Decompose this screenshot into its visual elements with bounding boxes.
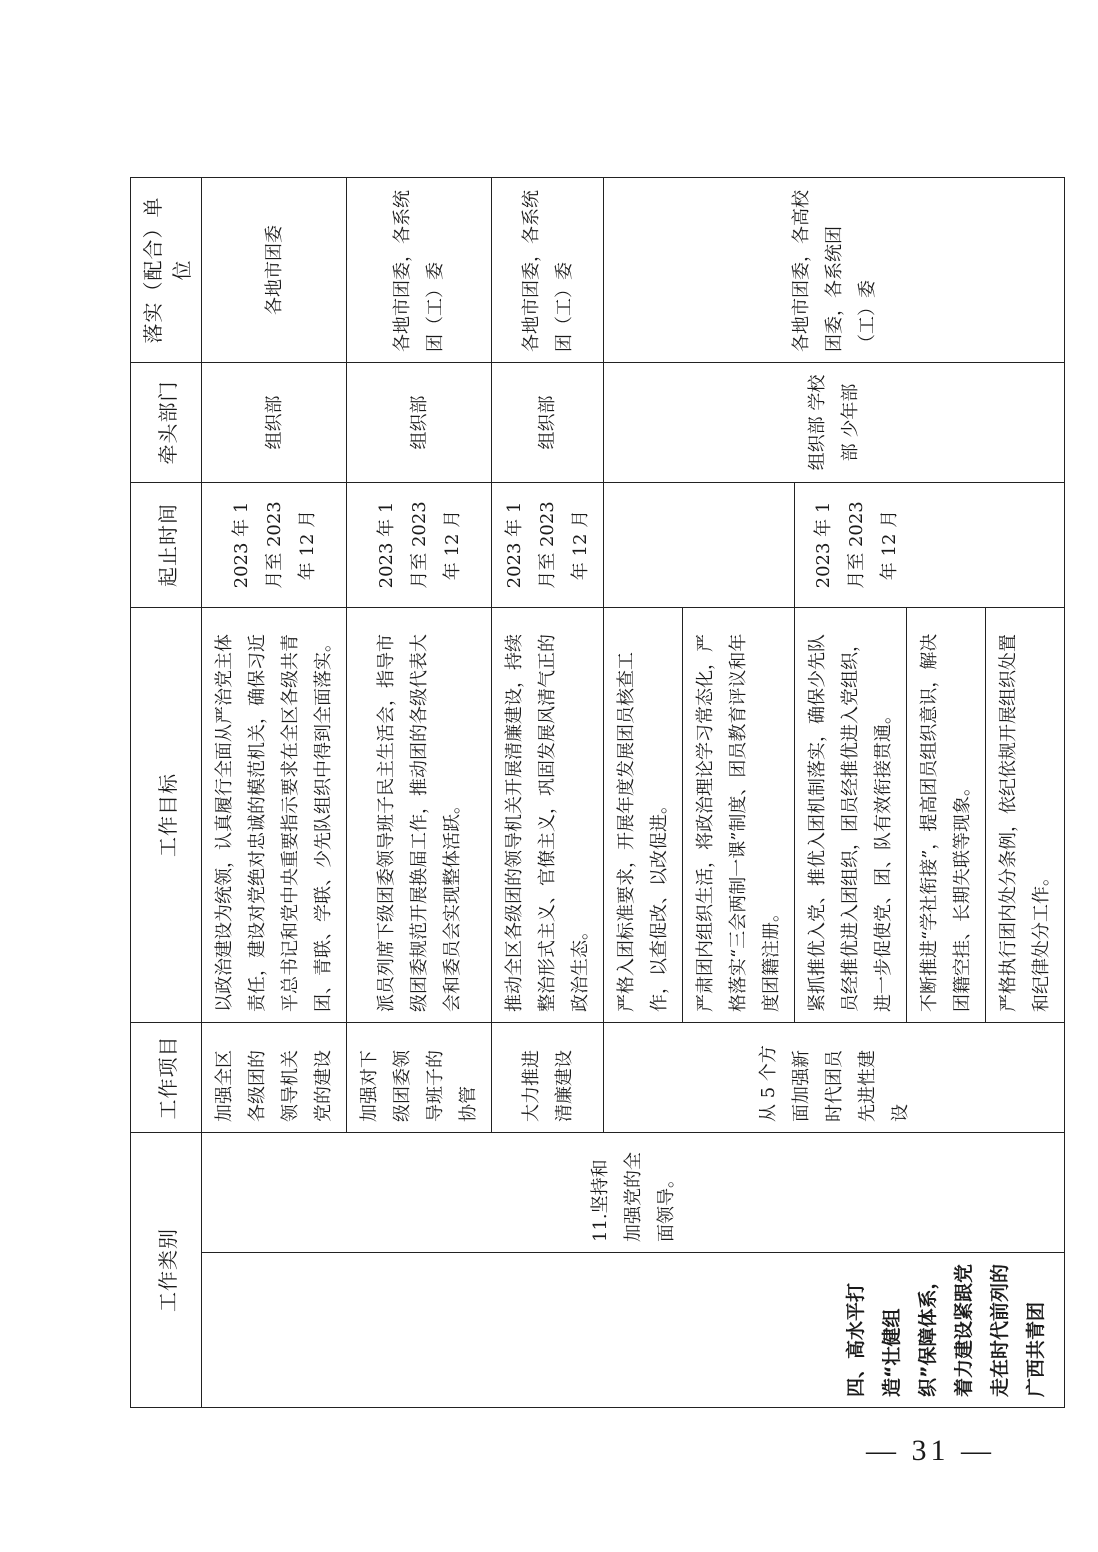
- header-time: 起止时间: [131, 483, 202, 608]
- project-cell: 从 5 个方面加强新时代团员先进性建设: [604, 1023, 1065, 1133]
- time-cell-empty: [604, 483, 795, 608]
- lead-cell: 组织部: [347, 363, 492, 483]
- goal-cell: 严肃团内组织生活，将政治理论学习常态化，严格落实“三会两制一课”制度、团员教育评议和年度团籍注册。: [683, 608, 795, 1023]
- table-row: [202, 178, 347, 1408]
- header-units: 落实（配合）单位: [131, 178, 202, 363]
- goal-cell: 推动全区各级团的领导机关开展清廉建设，持续整治形式主义、官僚主义，巩固发展风清气正的政治生态。: [492, 608, 604, 1023]
- units-cell: 各地市团委，各系统团（工）委: [347, 178, 492, 363]
- time-cell: 2023 年 1 月至 2023 年 12 月: [492, 483, 604, 608]
- time-cell: 2023 年 1 月至 2023 年 12 月: [795, 483, 1065, 608]
- subcategory-cell: 11.坚持和加强党的全面领导。: [202, 1133, 1065, 1253]
- time-cell: 2023 年 1 月至 2023 年 12 月: [202, 483, 347, 608]
- lead-cell: 组织部: [202, 363, 347, 483]
- units-cell: 各地市团委，各高校团委，各系统团（工）委: [604, 178, 1065, 363]
- goal-cell: 不断推进“学社衔接”，提高团员组织意识，解决团籍空挂、长期失联等现象。: [907, 608, 986, 1023]
- project-cell: 加强全区各级团的领导机关党的建设: [202, 1023, 347, 1133]
- lead-cell: 组织部: [492, 363, 604, 483]
- goal-cell: 以政治建设为统领，认真履行全面从严治党主体责任，建设对党绝对忠诚的模范机关，确保习近平总书记和党中央重要指示要求在全区各级共青团、青联、学联、少先队组织中得到全面落实。: [202, 608, 347, 1023]
- rotated-table-container: [130, 178, 1052, 1408]
- header-goal: 工作目标: [131, 608, 202, 1023]
- lead-cell: 组织部 学校部 少年部: [604, 363, 1065, 483]
- table-header-row: [131, 178, 202, 1408]
- goal-cell: 严格执行团内处分条例，依纪依规开展组织处置和纪律处分工作。: [986, 608, 1065, 1023]
- project-cell: 加强对下级团委领导班子的协管: [347, 1023, 492, 1133]
- goal-cell: 派员列席下级团委领导班子民主生活会，指导市级团委规范开展换届工作，推动团的各级代表大会和委员会实现整体活跃。: [347, 608, 492, 1023]
- work-plan-table: [130, 177, 1065, 1408]
- page-number: — 31 —: [866, 1434, 995, 1467]
- header-lead: 牵头部门: [131, 363, 202, 483]
- units-cell: 各地市团委: [202, 178, 347, 363]
- time-cell: 2023 年 1 月至 2023 年 12 月: [347, 483, 492, 608]
- goal-cell: 严格入团标准要求，开展年度发展团员核查工作，以查促改、以改促进。: [604, 608, 683, 1023]
- header-project: 工作项目: [131, 1023, 202, 1133]
- units-cell: 各地市团委，各系统团（工）委: [492, 178, 604, 363]
- header-category: 工作类别: [131, 1133, 202, 1408]
- category-cell: 四、高水平打造“壮健组织”保障体系，着力建设紧跟党走在时代前列的广西共青团: [202, 1253, 1065, 1408]
- goal-cell: 紧抓推优入党、推优入团机制落实，确保少先队员经推优进入团组织，团员经推优进入党组织，进一步促使党、团、队有效衔接贯通。: [795, 608, 907, 1023]
- project-cell: 大力推进清廉建设: [492, 1023, 604, 1133]
